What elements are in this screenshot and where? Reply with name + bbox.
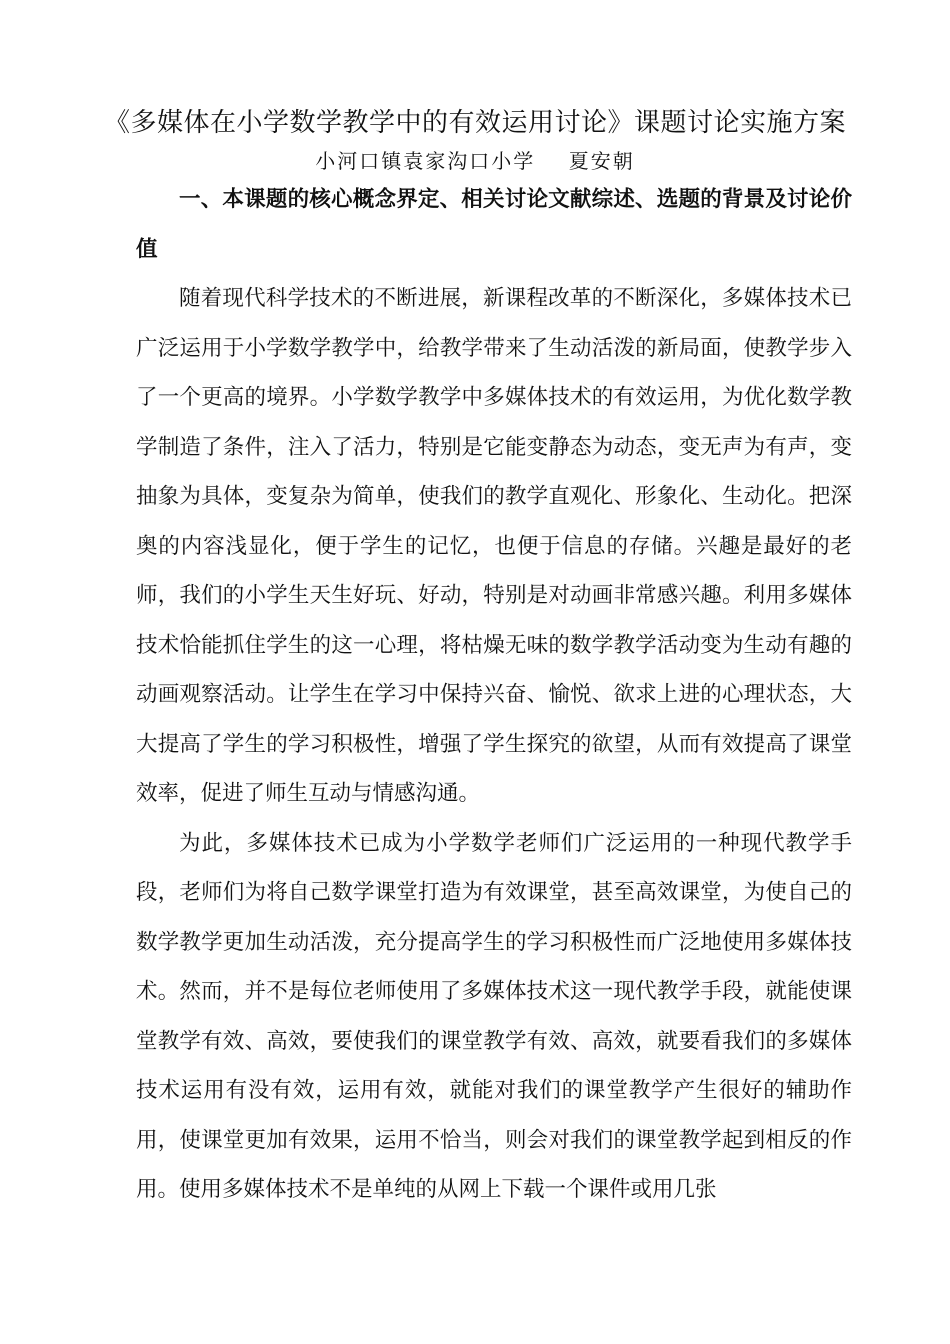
document-body [136, 175, 852, 1215]
body-paragraph: 随着现代科学技术的不断进展，新课程改革的不断深化，多媒体技术已广泛运用于小学数学教学中，给教学带来了生动活泼的新局面，使教学步入了一个更高的境界。小学数学教学中多媒体技术的有效运用，为优化数学教学制造了条件，注入了活力，特别是它能变静态为动态，变无声为有声，变抽象为具体，变复杂为简单，使我们的教学直观化、形象化、生动化。把深奥的内容浅显化，便于学生的记忆，也便于信息的存储。兴趣是最好的老师，我们的小学生天生好玩、好动，特别是对动画非常感兴趣。利用多媒体技术恰能抓住学生的这一心理，将枯燥无味的数学教学活动变为生动有趣的动画观察活动。让学生在学习中保持兴奋、愉悦、欲求上进的心理状态，大大提高了学生的学习积极性，增强了学生探究的欲望，从而有效提高了课堂效率，促进了师生互动与情感沟通。 [136, 286, 852, 806]
author-line: 小河口镇袁家沟口小学 夏安朝 [315, 149, 635, 173]
document-title: 《多媒体在小学数学教学中的有效运用讨论》课题讨论实施方案 [103, 108, 846, 138]
section-heading: 一、本课题的核心概念界定、相关讨论文献综述、选题的背景及讨论价值 [136, 187, 852, 262]
body-paragraph: 为此，多媒体技术已成为小学数学老师们广泛运用的一种现代教学手段，老师们为将自己数学课堂打造为有效课堂，甚至高效课堂，为使自己的数学教学更加生动活泼，充分提高学生的学习积极性而广泛地使用多媒体技术。然而，并不是每位老师使用了多媒体技术这一现代教学手段，就能使课堂教学有效、高效，要使我们的课堂教学有效、高效，就要看我们的多媒体技术运用有没有效，运用有效，就能对我们的课堂教学产生很好的辅助作用，使课堂更加有效果，运用不恰当，则会对我们的课堂教学起到相反的作用。使用多媒体技术不是单纯的从网上下载一个课件或用几张 [136, 830, 852, 1202]
